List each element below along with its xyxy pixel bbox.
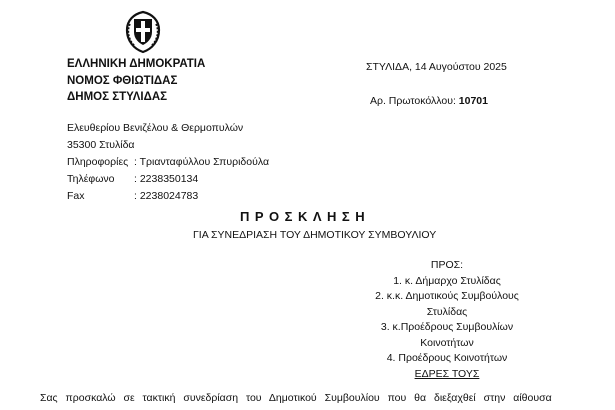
recipient-line: Στυλίδας — [426, 305, 468, 318]
info-label: Πληροφορίες — [67, 156, 129, 168]
phone-label: Τηλέφωνο — [67, 173, 115, 185]
contact-postal: 35300 Στυλίδα — [67, 139, 135, 151]
contact-address: Ελευθερίου Βενιζέλου & Θερμοπυλών — [67, 122, 244, 134]
phone-value: : 2238350134 — [134, 173, 199, 185]
greek-coat-of-arms-emblem — [122, 10, 164, 54]
place-date: ΣΤΥΛΙΔΑ, 14 Αυγούστου 2025 — [366, 61, 507, 73]
recipient-line: Κοινοτήτων — [420, 336, 474, 349]
info-value: : Τριανταφύλλου Σπυριδούλα — [134, 156, 270, 168]
body-text-line: Σας προσκαλώ σε τακτική συνεδρίαση του Δημοτικού Συμβουλίου που θα διεξαχθεί στην αίθουσα — [40, 392, 552, 404]
document-subtitle: ΓΙΑ ΣΥΝΕΔΡΙΑΣΗ ΤΟΥ ΔΗΜΟΤΙΚΟΥ ΣΥΜΒΟΥΛΙΟΥ — [193, 229, 437, 241]
protocol-number: 10701 — [458, 95, 488, 107]
protocol-line — [370, 95, 488, 107]
org-line-country: ΕΛΛΗΝΙΚΗ ΔΗΜΟΚΡΑΤΙΑ — [67, 58, 206, 70]
recipient-line: 4. Προέδρους Κοινοτήτων — [386, 352, 508, 364]
protocol-label: Αρ. Πρωτοκόλλου: — [370, 95, 456, 107]
recipient-line: 1. κ. Δήμαρχο Στυλίδας — [393, 274, 501, 287]
organization-header — [67, 56, 205, 106]
recipient-line: 3. κ.Προέδρους Συμβουλίων — [380, 321, 514, 333]
document-title: ΠΡΟΣΚΛΗΣΗ — [240, 209, 371, 224]
recipients-block — [337, 258, 557, 382]
fax-label: Fax — [67, 190, 85, 202]
fax-value: : 2238024783 — [134, 190, 199, 202]
org-line-municipality: ΔΗΜΟΣ ΣΤΥΛΙΔΑΣ — [67, 91, 168, 103]
recipients-heading: ΠΡΟΣ: — [430, 259, 464, 271]
recipients-edres: ΕΔΡΕΣ ΤΟΥΣ — [414, 367, 480, 380]
org-line-prefecture: ΝΟΜΟΣ ΦΘΙΩΤΙΔΑΣ — [67, 74, 178, 87]
recipient-line: 2. κ.κ. Δημοτικούς Συμβούλους — [375, 290, 519, 302]
